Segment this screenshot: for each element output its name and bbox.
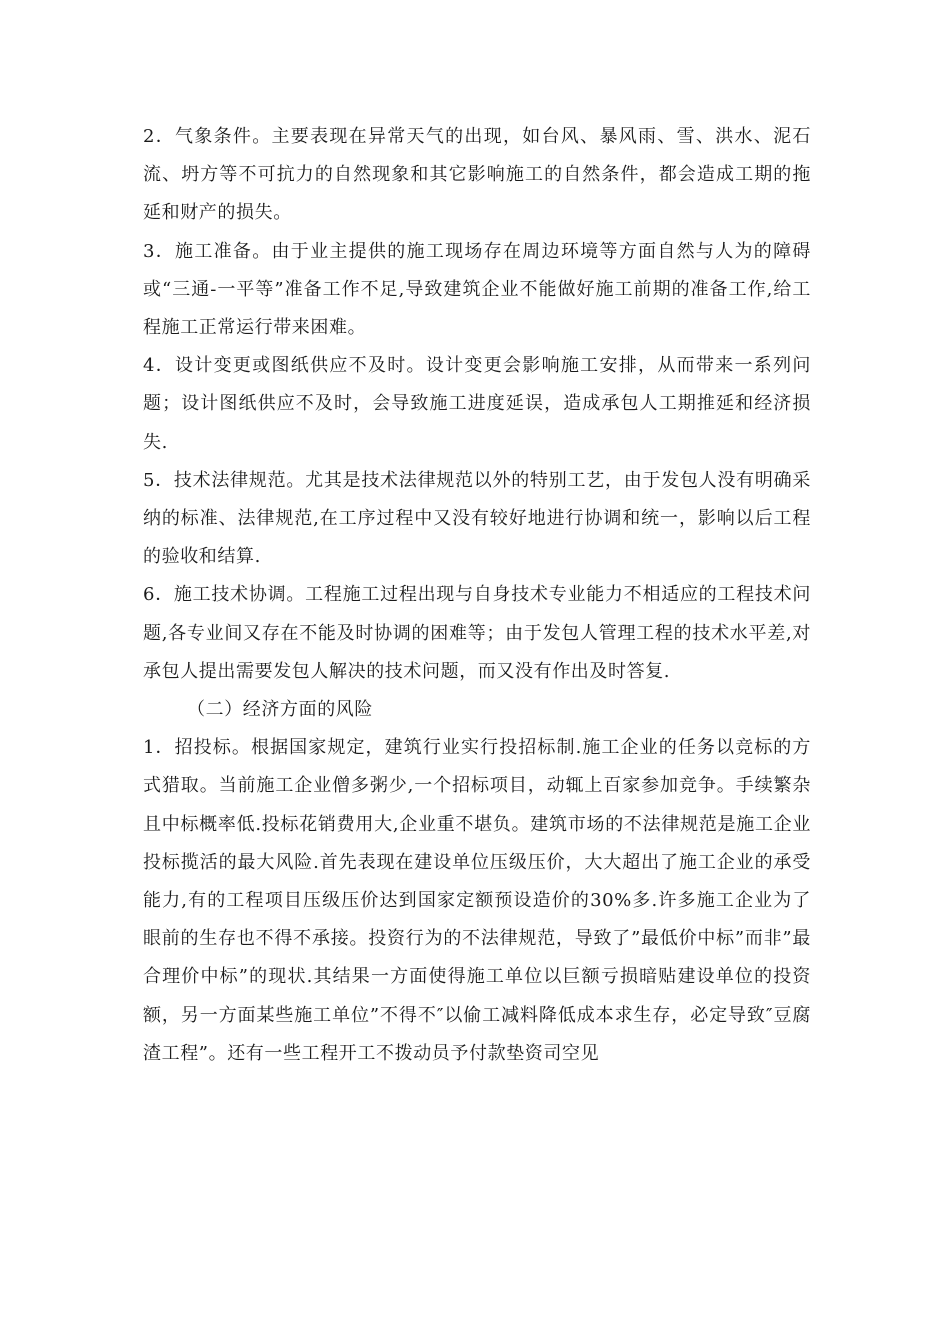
paragraph-design-change: 4．设计变更或图纸供应不及时。设计变更会影响施工安排，从而带来一系列问题；设计图纸供应不及时，会导致施工进度延误，造成承包人工期推延和经济损失. [143, 355, 811, 453]
paragraph-technical-coordination: 6．施工技术协调。工程施工过程出现与自身技术专业能力不相适应的工程技术问题,各专业间又存在不能及时协调的困难等；由于发包人管理工程的技术水平差,对承包人提出需要发包人解决的技术问题，而又没有作出及时答复. [143, 584, 811, 682]
paragraph-bidding: 1．招投标。根据国家规定，建筑行业实行投招标制.施工企业的任务以竞标的方式猎取。当前施工企业僧多粥少,一个招标项目，动辄上百家参加竞争。手续繁杂且中标概率低.投标花销费用大,企业重不堪负。建筑市场的不法律规范是施工企业投标揽活的最大风险.首先表现在建设单位压级压价，大大超出了施工企业的承受能力,有的工程项目压级压价达到国家定额预设造价的30%多.许多施工企业为了眼前的生存也不得不承接。投资行为的不法律规范，导致了”最低价中标”而非”最合理价中标”的现状.其结果一方面使得施工单位以巨额亏损暗贴建设单位的投资额，另一方面某些施工单位”不得不″以偷工减料降低成本求生存，必定导致″豆腐渣工程”。还有一些工程开工不拨动员予付款垫资司空见 [143, 737, 811, 1064]
section-heading-economic-risk: （二）经济方面的风险 [187, 699, 373, 721]
document-body [143, 118, 811, 1073]
paragraph-technical-law-norms: 5．技术法律规范。尤其是技术法律规范以外的特别工艺，由于发包人没有明确采纳的标准、法律规范,在工序过程中又没有较好地进行协调和统一，影响以后工程的验收和结算. [143, 469, 811, 568]
paragraph-construction-preparation: 3．施工准备。由于业主提供的施工现场存在周边环境等方面自然与人为的障碍或“三通-一平等”准备工作不足,导致建筑企业不能做好施工前期的准备工作,给工程施工正常运行带来困难。 [143, 240, 811, 339]
paragraph-weather-conditions: 2．气象条件。主要表现在异常天气的出现，如台风、暴风雨、雪、洪水、泥石流、坍方等不可抗力的自然现象和其它影响施工的自然条件，都会造成工期的拖延和财产的损失。 [143, 126, 811, 224]
